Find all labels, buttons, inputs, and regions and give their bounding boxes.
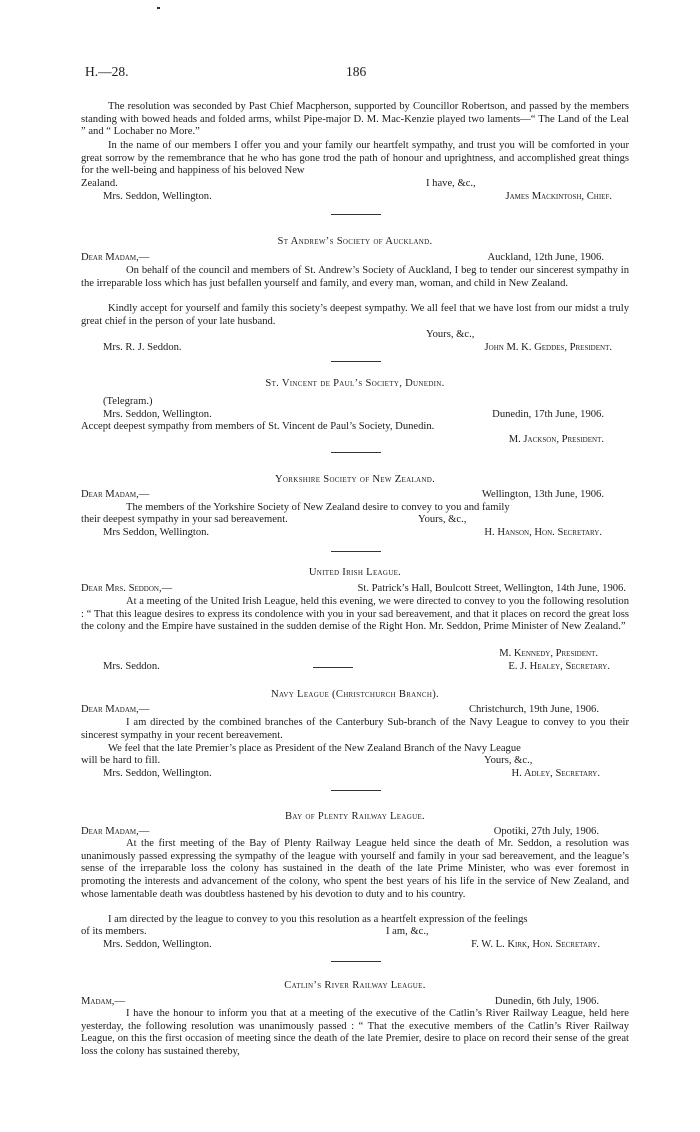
addressee: Mrs. R. J. Seddon. (103, 341, 182, 353)
signature: F. W. L. Kirk, Hon. Secretary. (471, 938, 600, 950)
letter-paragraph: I have the honour to inform you that at a meeting of the executive of the Catlin’s River Railway League, held here yesterday, the following resolution was unanimously passed : “ That the executive members of the Catlin’s River Railway League, on this the first occasion of meeting since the death of the late Premier, desire to place on record their sense of the great loss the colony has sustained thereby, (81, 1008, 629, 1058)
letter-closing-row (81, 755, 629, 780)
place-date: Dunedin, 6th July, 1906. (494, 996, 599, 1007)
report-reference: H.—28. (85, 64, 129, 79)
letter-head-row (81, 252, 629, 265)
closing-phrase: Yours, &c., (418, 514, 467, 525)
section-divider (331, 452, 381, 453)
letter-head-row (81, 826, 629, 839)
page-number: 186 (346, 64, 367, 79)
salutation: Dear Madam,— (81, 826, 150, 837)
section-title-st-vincent: St. Vincent de Paul’s Society, Dunedin. (265, 378, 445, 389)
letter-head-row (81, 583, 629, 596)
section-divider (331, 361, 381, 362)
signature-secretary: E. J. Healey, Secretary. (508, 660, 610, 672)
section-title-catlins-river: Catlin’s River Railway League. (284, 980, 426, 991)
paragraph-end: their deepest sympathy in your sad bereavement. (81, 514, 288, 525)
salutation: Madam,— (81, 996, 126, 1007)
addressee: Mrs. Seddon, Wellington. (103, 190, 212, 202)
closing-phrase: I am, &c., (386, 926, 429, 937)
section-title-irish-league: United Irish League. (308, 567, 402, 578)
section-title-yorkshire: Yorkshire Society of New Zealand. (274, 474, 436, 485)
letter-paragraph: On behalf of the council and members of St. Andrew’s Society of Auckland, I beg to tender our sincerest sympathy in the irreparable loss which has just befallen yourself and family, and every man, woman, and child in New Zealand. (81, 265, 629, 289)
addressee: Mrs. Seddon. (103, 660, 160, 672)
telegram-block (81, 396, 629, 447)
place-date: St. Patrick’s Hall, Boulcott Street, Wellington, 14th June, 1906. (357, 583, 626, 594)
place-date: Wellington, 13th June, 1906. (481, 489, 604, 500)
signature: John M. K. Geddes, President. (484, 341, 612, 353)
inline-divider (313, 667, 353, 668)
signature: M. Jackson, President. (508, 434, 604, 446)
sympathy-paragraph: In the name of our members I offer you and your family our heartfelt sympathy, and trust you will be comforted in your great sorrow by the remembrance that he who has gone trod the path of honour and uprightness, and accomplished great things for the well-being and happiness of his beloved New (81, 140, 629, 177)
print-speck (157, 7, 160, 9)
letter-paragraph: Kindly accept for yourself and family this society’s deepest sympathy. We all feel that we have lost from our midst a truly great chief in the person of your late husband. (81, 303, 629, 327)
running-header (85, 64, 625, 80)
telegram-body: Accept deepest sympathy from members of St. Vincent de Paul’s Society, Dunedin. (81, 421, 435, 433)
section-divider (331, 790, 381, 791)
letter-paragraph: At a meeting of the United Irish League, held this evening, we were directed to convey to you the following resolution : “ That this league desires to express its condolence with you in your sad bereavement, and that it places on record the great loss the colony and the Empire have sustained in the sudden demise of the Right Hon. Mr. Seddon, Prime Minister of New Zealand.” (81, 596, 629, 633)
place-date: Dunedin, 17th June, 1906. (492, 408, 604, 420)
place-date: Opotiki, 27th July, 1906. (493, 826, 599, 837)
telegram-note: (Telegram.) (103, 396, 153, 407)
letter-closing-row (81, 329, 629, 354)
letter-head-row (81, 996, 629, 1009)
letter-head-row (81, 489, 629, 502)
closing-phrase: I have, &c., (426, 178, 476, 189)
section-title-navy-league: Navy League (Christchurch Branch). (271, 689, 439, 700)
paragraph-end: of its members. (81, 926, 147, 937)
section-divider (331, 214, 381, 215)
letter-paragraph: I am directed by the league to convey to you this resolution as a heartfelt expression of the feelings (108, 914, 528, 925)
letter-closing-row (81, 178, 629, 203)
signature-president: M. Kennedy, President. (499, 648, 598, 659)
letter-head-row (81, 704, 629, 717)
addressee: Mrs. Seddon, Wellington. (103, 408, 212, 420)
salutation: Dear Madam,— (81, 252, 150, 263)
letter-paragraph: The members of the Yorkshire Society of New Zealand desire to convey to you and family (126, 502, 510, 513)
letter-paragraph: I am directed by the combined branches of the Canterbury Sub-branch of the Navy League to convey to you their sincerest sympathy in your recent bereavement. (81, 717, 629, 741)
closing-phrase: Yours, &c., (484, 755, 533, 766)
letter-closing-row (81, 514, 629, 539)
letter-closing-row (81, 926, 629, 951)
salutation: Dear Madam,— (81, 489, 150, 500)
salutation: Dear Mrs. Seddon,— (81, 583, 173, 594)
signature: H. Hanson, Hon. Secretary. (484, 526, 602, 538)
paragraph-end: Zealand. (81, 178, 118, 189)
addressee: Mrs. Seddon, Wellington. (103, 767, 212, 779)
letter-paragraph: At the first meeting of the Bay of Plenty Railway League held since the death of Mr. Seddon, a resolution was unanimously passed expressing the sympathy of the league with yourself and family in your sad bereavement, and the league’s sense of the irreparable loss the colony has sustained in the death of the late Prime Minister, who was ever foremost in promoting the interests and advancement of the colony, who spent the best years of his life in the service of New Zealand, and whose lamentable death was doubtless hastened by his devotion to duty and to his country. (81, 838, 629, 900)
paragraph-end: will be hard to fill. (81, 755, 161, 766)
signature: James Mackintosh, Chief. (505, 190, 612, 202)
section-title-st-andrews: St Andrew’s Society of Auckland. (277, 236, 433, 247)
section-title-bay-of-plenty: Bay of Plenty Railway League. (285, 811, 425, 822)
salutation: Dear Madam,— (81, 704, 150, 715)
signature: H. Adley, Secretary. (511, 767, 600, 779)
section-divider (331, 961, 381, 962)
section-divider (331, 551, 381, 552)
closing-phrase: Yours, &c., (426, 329, 475, 340)
place-date: Christchurch, 19th June, 1906. (468, 704, 599, 715)
addressee: Mrs. Seddon, Wellington. (103, 938, 212, 950)
letter-closing-row (81, 648, 629, 673)
addressee: Mrs Seddon, Wellington. (103, 526, 210, 538)
place-date: Auckland, 12th June, 1906. (487, 252, 604, 263)
letter-paragraph: We feel that the late Premier’s place as President of the New Zealand Branch of the Navy League (108, 743, 521, 754)
continued-paragraph: The resolution was seconded by Past Chief Macpherson, supported by Councillor Robertson, and passed by the members standing with bowed heads and folded arms, whilst Pipe-major D. M. Mac-Kenzie played two laments—“ The Land of the Leal ” and “ Lochaber no More.” (81, 101, 629, 138)
